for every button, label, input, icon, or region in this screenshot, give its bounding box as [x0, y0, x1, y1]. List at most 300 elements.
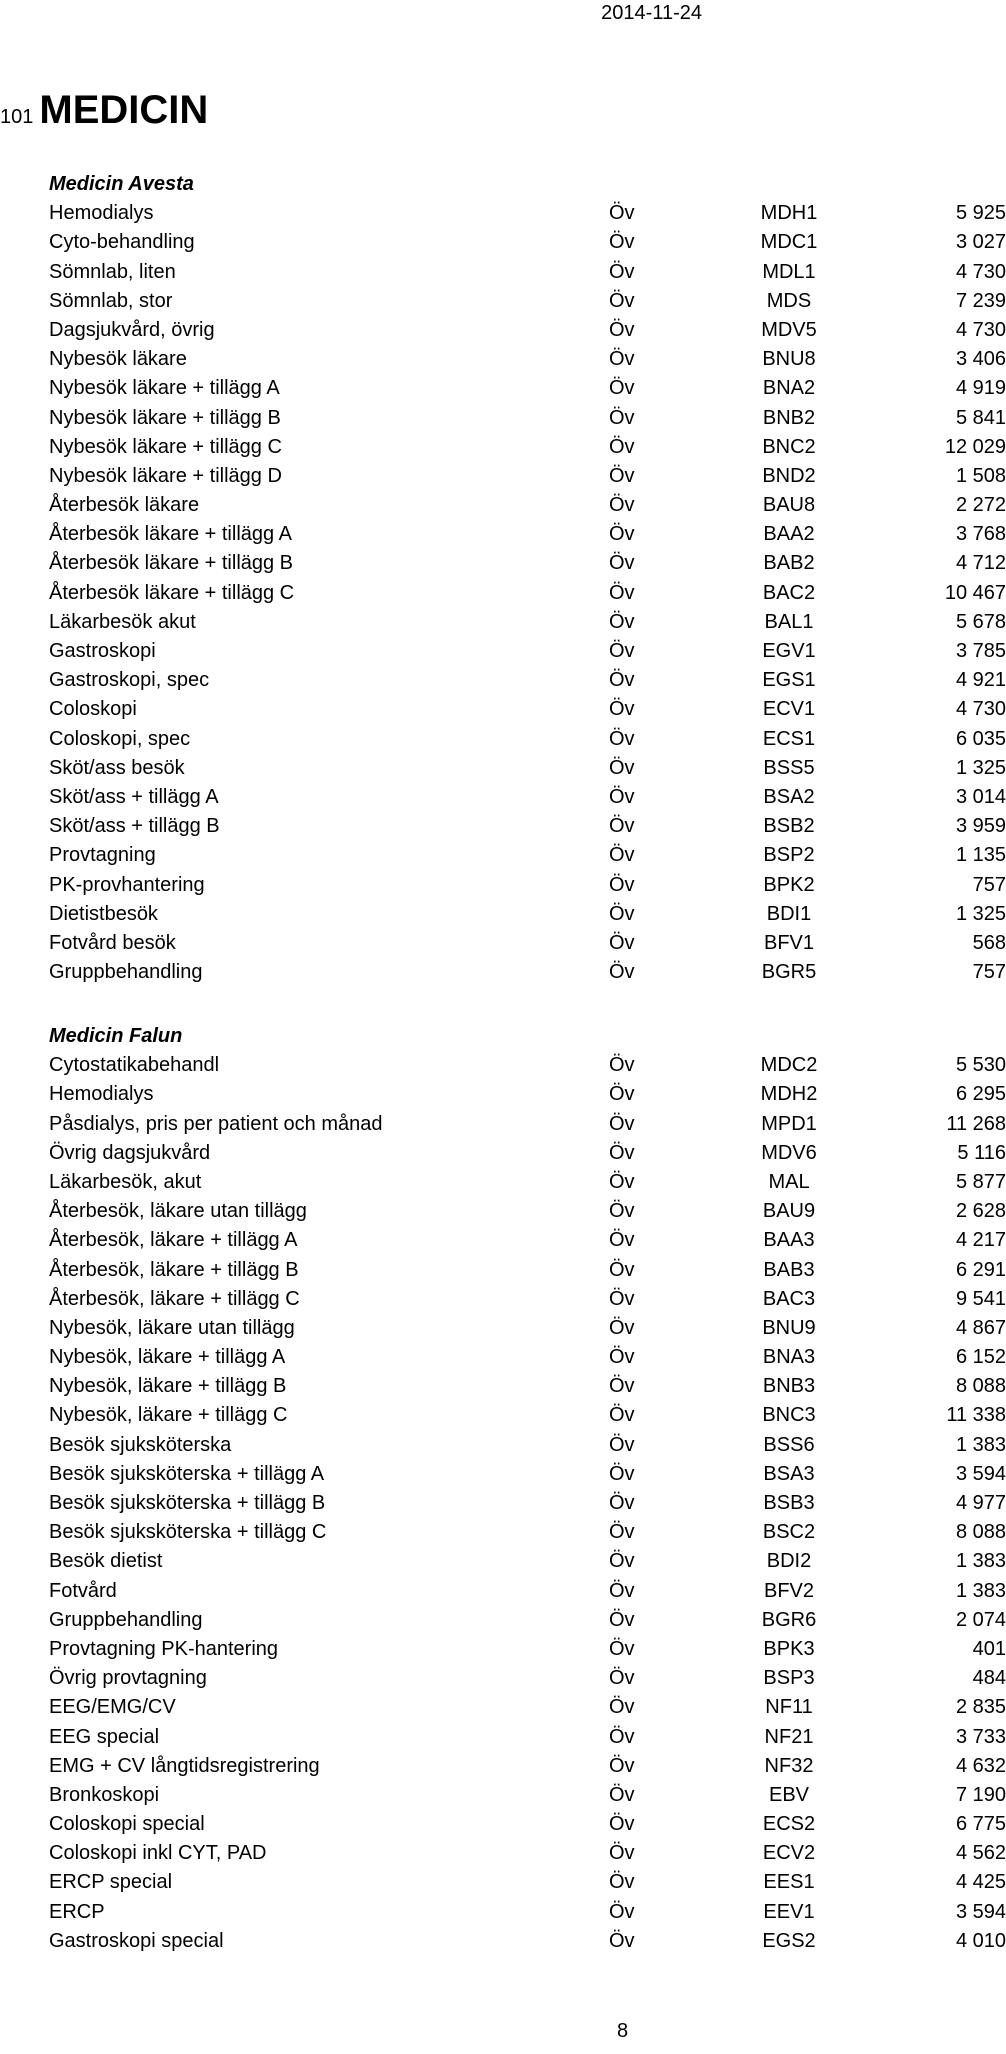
service-price: 4 425 [955, 1871, 1006, 1894]
service-price: 1 135 [955, 844, 1006, 867]
visit-type: Öv [609, 523, 635, 546]
service-code: MDH2 [760, 1083, 818, 1106]
service-code: BNB3 [762, 1375, 816, 1398]
service-name: Hemodialys [49, 1083, 154, 1106]
service-name: Besök sjuksköterska + tillägg A [49, 1462, 325, 1485]
service-name: Besök dietist [49, 1550, 163, 1573]
table-row [49, 1839, 1006, 1868]
service-price: 4 217 [955, 1229, 1006, 1252]
service-name: Nybesök, läkare utan tillägg [49, 1316, 295, 1339]
service-name: Nybesök läkare + tillägg B [49, 406, 281, 429]
service-price: 568 [972, 931, 1006, 954]
service-price: 9 541 [955, 1287, 1006, 1310]
section-medicin-falun [49, 1022, 1006, 1956]
table-row [49, 520, 1006, 549]
table-row [49, 1314, 1006, 1343]
section-medicin-avesta [49, 170, 1006, 987]
table-row [49, 1810, 1006, 1839]
service-price: 3 768 [955, 523, 1006, 546]
service-price: 4 632 [955, 1754, 1006, 1777]
service-code: EGS2 [762, 1929, 816, 1952]
service-price: 1 325 [955, 756, 1006, 779]
service-price: 4 867 [955, 1316, 1006, 1339]
table-row [49, 1635, 1006, 1664]
visit-type: Öv [609, 348, 635, 371]
table-row [49, 666, 1006, 695]
service-price: 3 594 [955, 1900, 1006, 1923]
service-code: BPK3 [763, 1637, 815, 1660]
visit-type: Öv [609, 640, 635, 662]
service-code: BDI1 [766, 902, 812, 925]
service-name: Provtagning [49, 844, 156, 867]
service-name: Coloskopi inkl CYT, PAD [49, 1842, 267, 1865]
table-row [49, 433, 1006, 462]
table-row [49, 491, 1006, 520]
table-row [49, 1343, 1006, 1372]
table-row [49, 1723, 1006, 1752]
visit-type: Öv [609, 902, 635, 925]
price-list [49, 199, 1006, 987]
visit-type: Öv [609, 1083, 635, 1106]
service-name: Läkarbesök, akut [49, 1170, 202, 1193]
service-price: 7 239 [955, 289, 1006, 312]
visit-type: Öv [609, 1550, 635, 1573]
table-row [49, 1606, 1006, 1635]
visit-type: Öv [609, 1696, 635, 1719]
service-code: BSS6 [763, 1433, 815, 1456]
visit-type: Öv [609, 1667, 635, 1690]
service-price: 3 594 [955, 1462, 1006, 1485]
service-price: 2 628 [955, 1200, 1006, 1223]
visit-type: Öv [609, 756, 635, 779]
visit-type: Öv [609, 1725, 635, 1748]
visit-type: Öv [609, 406, 635, 429]
service-code: ECV1 [762, 698, 816, 721]
table-row [49, 929, 1006, 958]
service-code: BGR5 [761, 961, 817, 984]
service-price: 5 116 [957, 1141, 1006, 1164]
service-price: 757 [972, 961, 1006, 984]
service-price: 1 383 [955, 1550, 1006, 1573]
service-code: BND2 [762, 464, 816, 487]
visit-type: Öv [609, 1200, 635, 1223]
visit-type: Öv [609, 1404, 635, 1427]
table-row [49, 579, 1006, 608]
table-row [49, 1868, 1006, 1897]
service-price: 4 712 [955, 552, 1006, 575]
section-title: Medicin Falun [49, 1025, 183, 1047]
service-name: Cyto-behandling [49, 231, 195, 254]
visit-type: Öv [609, 552, 635, 575]
service-price: 6 291 [955, 1258, 1006, 1281]
service-price: 4 919 [955, 377, 1006, 400]
service-name: Övrig dagsjukvård [49, 1141, 211, 1164]
service-code: BPK2 [763, 873, 815, 896]
visit-type: Öv [609, 231, 635, 254]
service-code: EES1 [763, 1871, 815, 1894]
table-row [49, 549, 1006, 578]
table-row [49, 1577, 1006, 1606]
service-code: BAA2 [763, 523, 815, 546]
service-code: BAU8 [762, 494, 816, 517]
service-code: BAB3 [763, 1258, 815, 1281]
service-name: Nybesök läkare + tillägg D [49, 464, 282, 487]
service-name: Påsdialys, pris per patient och månad [49, 1112, 383, 1135]
service-code: MDV5 [761, 318, 817, 341]
service-name: ERCP special [49, 1871, 173, 1894]
service-price: 2 074 [955, 1608, 1006, 1631]
service-price: 4 562 [955, 1842, 1006, 1865]
service-price: 1 383 [955, 1433, 1006, 1456]
visit-type: Öv [609, 581, 635, 604]
service-price: 3 785 [955, 640, 1006, 662]
service-code: BAB2 [763, 552, 815, 575]
service-code: MDH1 [760, 202, 818, 225]
service-code: MPD1 [761, 1112, 817, 1135]
table-row [49, 258, 1006, 287]
service-code: BSP2 [763, 844, 815, 867]
visit-type: Öv [609, 1258, 635, 1281]
visit-type: Öv [609, 669, 635, 692]
service-code: MAL [768, 1170, 810, 1193]
service-code: MDC1 [760, 231, 818, 254]
table-row [49, 228, 1006, 257]
visit-type: Öv [609, 1112, 635, 1135]
table-row [49, 287, 1006, 316]
table-row [49, 1110, 1006, 1139]
table-row [49, 1285, 1006, 1314]
service-name: Dagsjukvård, övrig [49, 318, 215, 341]
service-code: BNB2 [762, 406, 816, 429]
service-price: 4 730 [955, 318, 1006, 341]
service-code: EGS1 [762, 669, 816, 692]
service-code: BAA3 [763, 1229, 815, 1252]
service-code: EGV1 [762, 640, 816, 662]
table-row [49, 1664, 1006, 1693]
service-price: 5 530 [955, 1054, 1006, 1077]
service-price: 6 775 [955, 1813, 1006, 1836]
service-code: BNC2 [762, 435, 816, 458]
service-name: EMG + CV långtidsregistrering [49, 1754, 320, 1777]
service-name: Återbesök, läkare + tillägg C [49, 1287, 300, 1310]
service-name: Återbesök, läkare + tillägg A [49, 1229, 298, 1252]
table-row [49, 1372, 1006, 1401]
service-code: BSA3 [763, 1462, 815, 1485]
service-code: BSA2 [763, 785, 815, 808]
visit-type: Öv [609, 785, 635, 808]
service-code: BNU8 [762, 348, 816, 371]
service-code: ECV2 [762, 1842, 816, 1865]
service-name: Gastroskopi, spec [49, 669, 210, 692]
table-row [49, 1460, 1006, 1489]
service-code: BAC3 [762, 1287, 816, 1310]
visit-type: Öv [609, 1871, 635, 1894]
service-name: Återbesök läkare + tillägg B [49, 552, 294, 575]
service-name: Återbesök läkare + tillägg A [49, 523, 292, 546]
visit-type: Öv [609, 815, 635, 838]
visit-type: Öv [609, 1900, 635, 1923]
service-price: 3 014 [955, 785, 1006, 808]
service-name: Övrig provtagning [49, 1667, 207, 1690]
visit-type: Öv [609, 1929, 635, 1952]
page-number: 8 [617, 2020, 629, 2042]
service-code: BSS5 [763, 756, 815, 779]
table-row [49, 1927, 1006, 1956]
visit-type: Öv [609, 1054, 635, 1077]
service-price: 401 [972, 1637, 1006, 1660]
service-name: Läkarbesök akut [49, 610, 196, 633]
visit-type: Öv [609, 202, 635, 225]
visit-type: Öv [609, 1375, 635, 1398]
service-code: BNA2 [762, 377, 816, 400]
service-price: 5 877 [955, 1170, 1006, 1193]
service-code: MDV6 [761, 1141, 817, 1164]
service-price: 6 295 [955, 1083, 1006, 1106]
service-code: BSC2 [762, 1521, 816, 1544]
service-code: BNA3 [762, 1346, 816, 1369]
service-name: Besök sjuksköterska + tillägg B [49, 1492, 326, 1514]
service-name: Gruppbehandling [49, 1608, 203, 1631]
visit-type: Öv [609, 1813, 635, 1836]
visit-type: Öv [609, 1783, 635, 1806]
table-row [49, 199, 1006, 228]
table-row [49, 900, 1006, 929]
service-name: Fotvård besök [49, 931, 176, 954]
service-name: Återbesök läkare [49, 494, 200, 517]
service-name: Gruppbehandling [49, 961, 203, 984]
visit-type: Öv [609, 1287, 635, 1310]
table-row [49, 1168, 1006, 1197]
service-price: 2 835 [955, 1696, 1006, 1719]
service-code: BGR6 [761, 1608, 817, 1631]
table-row [49, 725, 1006, 754]
service-name: Återbesök läkare + tillägg C [49, 581, 295, 604]
table-row [49, 1898, 1006, 1927]
table-row [49, 637, 1006, 666]
service-code: MDC2 [760, 1054, 818, 1077]
visit-type: Öv [609, 1141, 635, 1164]
chapter-number: 101 [0, 106, 34, 128]
table-row [49, 958, 1006, 987]
service-price: 10 467 [944, 581, 1006, 604]
service-price: 11 338 [946, 1404, 1006, 1427]
table-row [49, 1226, 1006, 1255]
table-row [49, 316, 1006, 345]
service-code: NF21 [764, 1725, 814, 1748]
service-name: Nybesök, läkare + tillägg A [49, 1346, 286, 1369]
visit-type: Öv [609, 1521, 635, 1544]
service-code: BSB2 [763, 815, 815, 838]
service-name: Sömnlab, liten [49, 260, 176, 283]
service-price: 7 190 [955, 1783, 1006, 1806]
service-price: 757 [972, 873, 1006, 896]
visit-type: Öv [609, 494, 635, 517]
visit-type: Öv [609, 289, 635, 312]
service-price: 4 977 [955, 1492, 1006, 1514]
visit-type: Öv [609, 318, 635, 341]
visit-type: Öv [609, 1346, 635, 1369]
service-price: 4 010 [955, 1929, 1006, 1952]
table-row [49, 695, 1006, 724]
table-row [49, 812, 1006, 841]
service-price: 3 733 [955, 1725, 1006, 1748]
service-name: Provtagning PK-hantering [49, 1637, 279, 1660]
service-code: BSB3 [763, 1492, 815, 1514]
table-row [49, 1051, 1006, 1080]
table-row [49, 1489, 1006, 1518]
visit-type: Öv [609, 873, 635, 896]
service-price: 1 508 [955, 464, 1006, 487]
visit-type: Öv [609, 610, 635, 633]
service-code: MDS [766, 289, 812, 312]
service-name: Sköt/ass besök [49, 756, 185, 779]
service-code: BNU9 [762, 1316, 816, 1339]
table-row [49, 345, 1006, 374]
service-name: Fotvård [49, 1579, 117, 1602]
service-price: 1 325 [955, 902, 1006, 925]
section-title: Medicin Avesta [49, 173, 194, 195]
price-list [49, 1051, 1006, 1956]
table-row [49, 1197, 1006, 1226]
visit-type: Öv [609, 1316, 635, 1339]
service-name: Sköt/ass + tillägg B [49, 815, 220, 838]
service-name: Coloskopi special [49, 1813, 205, 1836]
visit-type: Öv [609, 1579, 635, 1602]
visit-type: Öv [609, 961, 635, 984]
visit-type: Öv [609, 931, 635, 954]
table-row [49, 608, 1006, 637]
service-name: Coloskopi [49, 698, 137, 721]
service-name: Hemodialys [49, 202, 154, 225]
service-name: Dietistbesök [49, 902, 158, 925]
service-price: 4 730 [955, 260, 1006, 283]
visit-type: Öv [609, 727, 635, 750]
table-row [49, 1431, 1006, 1460]
page-title [0, 88, 208, 133]
service-code: BAL1 [764, 610, 814, 633]
table-row [49, 871, 1006, 900]
service-name: Nybesök, läkare + tillägg B [49, 1375, 287, 1398]
table-row [49, 1693, 1006, 1722]
service-price: 2 272 [955, 494, 1006, 517]
service-name: Bronkoskopi [49, 1783, 160, 1806]
service-code: BAC2 [762, 581, 816, 604]
visit-type: Öv [609, 1608, 635, 1631]
service-name: PK-provhantering [49, 873, 205, 896]
table-row [49, 841, 1006, 870]
service-code: BNC3 [762, 1404, 816, 1427]
visit-type: Öv [609, 260, 635, 283]
visit-type: Öv [609, 435, 635, 458]
service-price: 11 268 [946, 1112, 1006, 1135]
table-row [49, 374, 1006, 403]
document-date: 2014-11-24 [601, 2, 702, 24]
table-row [49, 1401, 1006, 1430]
chapter-title: MEDICIN [39, 88, 209, 132]
table-row [49, 1781, 1006, 1810]
service-price: 4 921 [955, 669, 1006, 692]
visit-type: Öv [609, 844, 635, 867]
service-name: Återbesök, läkare utan tillägg [49, 1200, 307, 1223]
visit-type: Öv [609, 1842, 635, 1865]
service-name: Nybesök läkare + tillägg A [49, 377, 280, 400]
service-code: NF32 [764, 1754, 814, 1777]
service-price: 5 678 [955, 610, 1006, 633]
service-code: BFV1 [763, 931, 815, 954]
service-price: 8 088 [955, 1521, 1006, 1544]
service-code: NF11 [765, 1696, 813, 1719]
service-code: ECS2 [762, 1813, 816, 1836]
service-price: 5 925 [955, 202, 1006, 225]
service-name: Cytostatikabehandl [49, 1054, 220, 1077]
service-name: EEG special [49, 1725, 160, 1748]
visit-type: Öv [609, 1433, 635, 1456]
service-code: BFV2 [763, 1579, 815, 1602]
service-price: 4 730 [955, 698, 1006, 721]
table-row [49, 462, 1006, 491]
service-name: Sömnlab, stor [49, 289, 173, 312]
visit-type: Öv [609, 1492, 635, 1514]
service-name: Gastroskopi [49, 640, 156, 662]
table-row [49, 1752, 1006, 1781]
service-name: Coloskopi, spec [49, 727, 191, 750]
service-name: ERCP [49, 1900, 105, 1923]
service-code: BAU9 [762, 1200, 816, 1223]
table-row [49, 404, 1006, 433]
service-price: 5 841 [955, 406, 1006, 429]
service-price: 3 027 [955, 231, 1006, 254]
visit-type: Öv [609, 1462, 635, 1485]
service-price: 6 152 [955, 1346, 1006, 1369]
table-row [49, 1256, 1006, 1285]
service-code: ECS1 [762, 727, 816, 750]
table-row [49, 1139, 1006, 1168]
service-name: Nybesök läkare [49, 348, 187, 371]
service-code: BDI2 [766, 1550, 812, 1573]
visit-type: Öv [609, 1754, 635, 1777]
table-row [49, 754, 1006, 783]
service-price: 484 [972, 1667, 1006, 1690]
service-code: EBV [768, 1783, 810, 1806]
service-price: 1 383 [955, 1579, 1006, 1602]
service-name: EEG/EMG/CV [49, 1696, 176, 1719]
service-code: EEV1 [763, 1900, 815, 1923]
service-name: Besök sjuksköterska + tillägg C [49, 1521, 327, 1544]
service-name: Sköt/ass + tillägg A [49, 785, 219, 808]
service-price: 3 959 [955, 815, 1006, 838]
service-price: 12 029 [944, 435, 1006, 458]
visit-type: Öv [609, 1170, 635, 1193]
service-price: 6 035 [955, 727, 1006, 750]
service-name: Återbesök, läkare + tillägg B [49, 1258, 299, 1281]
visit-type: Öv [609, 1637, 635, 1660]
service-name: Nybesök, läkare + tillägg C [49, 1404, 288, 1427]
visit-type: Öv [609, 464, 635, 487]
service-price: 3 406 [955, 348, 1006, 371]
service-code: MDL1 [762, 260, 816, 283]
table-row [49, 1080, 1006, 1109]
service-name: Gastroskopi special [49, 1929, 224, 1952]
visit-type: Öv [609, 698, 635, 721]
visit-type: Öv [609, 1229, 635, 1252]
service-code: BSP3 [763, 1667, 815, 1690]
service-name: Besök sjuksköterska [49, 1433, 232, 1456]
table-row [49, 1547, 1006, 1576]
visit-type: Öv [609, 377, 635, 400]
table-row [49, 783, 1006, 812]
service-name: Nybesök läkare + tillägg C [49, 435, 282, 458]
table-row [49, 1518, 1006, 1547]
